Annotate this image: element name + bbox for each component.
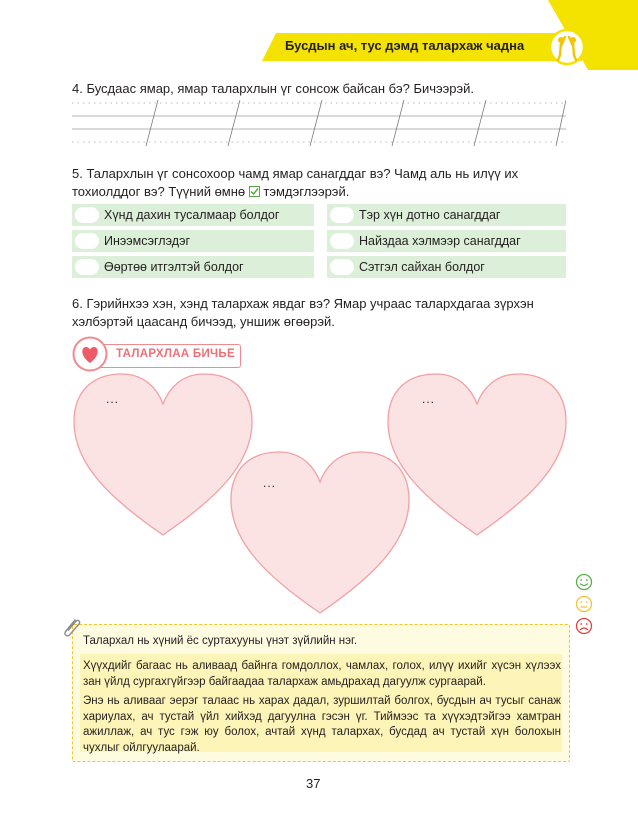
note-paragraph-3: Энэ нь аливааг эерэг талаас нь харах дадал, зуршилтай болгох, бусдын ач тусыг санаж хариулах, ач тустай үйл хийхэд дагуулна гэсэн үг. Тиймээс та хүүхэдтэйгээ хамтран ажиллаж, ач тус гэж юу болох, ачтай хүнд талархах, бусдад ач тустай хүн болохын чухлыг ойлгуулаарай. [83,695,561,754]
page-title: Бусдын ач, тус дэмд талархаж чадна [285,38,525,53]
question-6-line2: хэлбэртэй цаасанд бичээд, уншиж өгөөрэй. [72,314,335,329]
checkbox-checked-icon [249,186,260,197]
heart-left-placeholder: ... [106,392,120,406]
option-checkbox[interactable] [75,207,99,223]
option-checkbox[interactable] [330,233,354,249]
writing-lines[interactable] [72,100,566,146]
mood-icons [572,572,596,636]
heart-middle-placeholder: ... [263,476,277,490]
high-five-icon [548,28,586,66]
option-checkbox[interactable] [75,259,99,275]
option-right-3[interactable]: Сэтгэл сайхан болдог [327,256,566,278]
heart-icon [72,336,108,372]
option-left-1[interactable]: Хүнд дахин тусалмаар болдог [72,204,314,226]
option-checkbox[interactable] [75,233,99,249]
question-6-line1: 6. Гэрийнхээ хэн, хэнд талархаж явдаг вэ? Ямар учраас талархдагаа зүрхэн [72,296,534,311]
note-paragraph-1: Талархал нь хүний ёс суртахууны үнэт зүйлийн нэг. [83,635,358,647]
question-5-line1: 5. Талархлын үг сонсохоор чамд ямар санагддаг вэ? Чамд аль нь илүү их [72,166,519,181]
section-label: ТАЛАРХЛАА БИЧЬЕ [100,344,241,368]
paperclip-icon [60,616,84,642]
option-left-3[interactable]: Өөртөө итгэлтэй болдог [72,256,314,278]
heart-writing-area-left[interactable] [72,370,254,538]
question-5-line2: тохиолддог вэ? Түүний өмнө тэмдэглээрэй. [72,184,350,199]
option-left-2[interactable]: Инээмсэглэдэг [72,230,314,252]
note-paragraph-2: Хүүхдийг багаас нь аливаад байнга гомдоллох, чамлах, голох, илүү ихийг хүсэн хүлээх зан үйлд сургахгүйгээр байгаадаа талархаж амьдрахад дагуулж сургаарай. [83,660,561,688]
option-checkbox[interactable] [330,207,354,223]
heart-writing-area-right[interactable] [386,370,568,538]
smiley-happy-icon [577,575,592,590]
option-checkbox[interactable] [330,259,354,275]
heart-right-placeholder: ... [422,392,436,406]
option-right-2[interactable]: Найздаа хэлмээр санагддаг [327,230,566,252]
page-number: 37 [306,776,321,791]
smiley-sad-icon [577,619,592,634]
smiley-neutral-icon [577,597,592,612]
parent-note-box [72,624,570,762]
heart-writing-area-middle[interactable] [229,448,411,616]
question-4: 4. Бусдаас ямар, ямар талархлын үг сонсож байсан бэ? Бичээрэй. [72,81,475,96]
option-right-1[interactable]: Тэр хүн дотно санагддаг [327,204,566,226]
